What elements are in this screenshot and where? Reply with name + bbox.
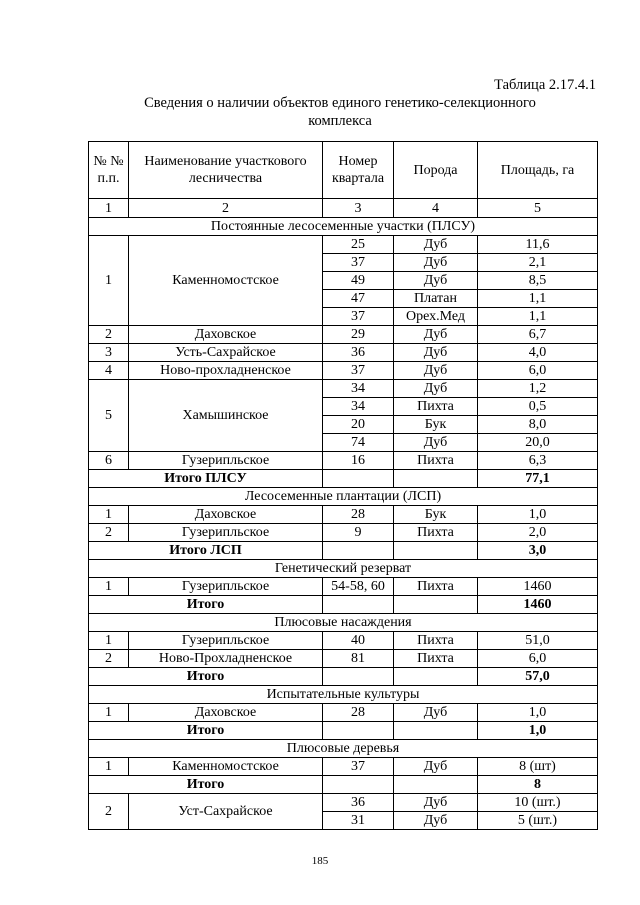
table-row — [89, 758, 598, 776]
species-cell: Дуб — [394, 272, 478, 290]
table-row — [89, 344, 598, 362]
data-table — [88, 141, 598, 830]
quarter-cell: 54-58, 60 — [323, 578, 394, 596]
forestry-name-cell: Ново-Прохладненское — [129, 650, 323, 668]
header-number: № № п.п. — [89, 142, 129, 199]
section-title: Лесосеменные плантации (ЛСП) — [89, 488, 598, 506]
species-cell: Дуб — [394, 812, 478, 830]
area-cell: 6,7 — [478, 326, 598, 344]
species-cell: Пихта — [394, 650, 478, 668]
header-quarter: Номер квартала — [323, 142, 394, 199]
forestry-name-cell: Уст-Сахрайское — [129, 794, 323, 830]
total-label-cell: Итого — [89, 722, 323, 740]
species-cell: Дуб — [394, 434, 478, 452]
table-row — [89, 452, 598, 470]
forestry-name-cell: Хамышинское — [129, 380, 323, 452]
area-cell: 20,0 — [478, 434, 598, 452]
forestry-name-cell: Даховское — [129, 326, 323, 344]
species-cell: Дуб — [394, 362, 478, 380]
total-value-cell: 8 — [478, 776, 598, 794]
forestry-name-cell: Гузерипльское — [129, 632, 323, 650]
species-cell: Пихта — [394, 524, 478, 542]
area-cell: 8,0 — [478, 416, 598, 434]
forestry-name-cell: Усть-Сахрайское — [129, 344, 323, 362]
section-header-row — [89, 218, 598, 236]
forestry-name-cell: Гузерипльское — [129, 452, 323, 470]
species-cell: Дуб — [394, 254, 478, 272]
row-number-cell: 2 — [89, 794, 129, 830]
forestry-name-cell: Гузерипльское — [129, 524, 323, 542]
quarter-cell: 47 — [323, 290, 394, 308]
forestry-name-cell: Каменномостское — [129, 758, 323, 776]
quarter-cell: 31 — [323, 812, 394, 830]
quarter-cell: 49 — [323, 272, 394, 290]
total-row — [89, 668, 598, 686]
section-header-row — [89, 488, 598, 506]
table-row — [89, 578, 598, 596]
empty-cell — [323, 542, 394, 560]
table-row — [89, 506, 598, 524]
area-cell: 11,6 — [478, 236, 598, 254]
row-number-cell: 2 — [89, 326, 129, 344]
quarter-cell: 36 — [323, 344, 394, 362]
forestry-name-cell: Ново-прохладненское — [129, 362, 323, 380]
quarter-cell: 81 — [323, 650, 394, 668]
area-cell: 1,1 — [478, 308, 598, 326]
section-header-row — [89, 686, 598, 704]
quarter-cell: 25 — [323, 236, 394, 254]
row-number-cell: 6 — [89, 452, 129, 470]
header-forestry: Наименование участкового лесничества — [129, 142, 323, 199]
table-body — [89, 218, 598, 830]
species-cell: Дуб — [394, 758, 478, 776]
row-number-cell: 1 — [89, 236, 129, 326]
section-title: Плюсовые насаждения — [89, 614, 598, 632]
total-value-cell: 3,0 — [478, 542, 598, 560]
total-label-cell: Итого ЛСП — [89, 542, 323, 560]
area-cell: 1,0 — [478, 704, 598, 722]
area-cell: 8,5 — [478, 272, 598, 290]
species-cell: Бук — [394, 416, 478, 434]
total-row — [89, 470, 598, 488]
quarter-cell: 34 — [323, 380, 394, 398]
area-cell: 2,0 — [478, 524, 598, 542]
table-row — [89, 650, 598, 668]
quarter-cell: 37 — [323, 362, 394, 380]
page-number: 185 — [311, 855, 329, 867]
species-cell: Дуб — [394, 380, 478, 398]
header-species: Порода — [394, 142, 478, 199]
empty-cell — [323, 596, 394, 614]
area-cell: 6,3 — [478, 452, 598, 470]
header-area: Площадь, га — [478, 142, 598, 199]
table-row — [89, 632, 598, 650]
area-cell: 4,0 — [478, 344, 598, 362]
row-number-cell: 1 — [89, 632, 129, 650]
area-cell: 8 (шт) — [478, 758, 598, 776]
table-caption: Таблица 2.17.4.1 — [494, 77, 596, 93]
empty-cell — [394, 776, 478, 794]
quarter-cell: 74 — [323, 434, 394, 452]
column-number: 4 — [394, 199, 478, 218]
quarter-cell: 9 — [323, 524, 394, 542]
table-row — [89, 326, 598, 344]
forestry-name-cell: Каменномостское — [129, 236, 323, 326]
row-number-cell: 1 — [89, 704, 129, 722]
empty-cell — [394, 542, 478, 560]
total-row — [89, 542, 598, 560]
empty-cell — [323, 470, 394, 488]
quarter-cell: 34 — [323, 398, 394, 416]
table-row — [89, 704, 598, 722]
row-number-cell: 5 — [89, 380, 129, 452]
area-cell: 1,2 — [478, 380, 598, 398]
total-label-cell: Итого — [89, 596, 323, 614]
section-title: Генетический резерват — [89, 560, 598, 578]
species-cell: Дуб — [394, 236, 478, 254]
row-number-cell: 1 — [89, 506, 129, 524]
empty-cell — [323, 722, 394, 740]
row-number-cell: 1 — [89, 758, 129, 776]
total-row — [89, 722, 598, 740]
table-row — [89, 236, 598, 254]
quarter-cell: 28 — [323, 506, 394, 524]
section-title: Испытательные культуры — [89, 686, 598, 704]
species-cell: Пихта — [394, 578, 478, 596]
empty-cell — [394, 596, 478, 614]
table-container — [88, 141, 598, 830]
section-header-row — [89, 740, 598, 758]
forestry-name-cell: Гузерипльское — [129, 578, 323, 596]
section-title: Плюсовые деревья — [89, 740, 598, 758]
area-cell: 5 (шт.) — [478, 812, 598, 830]
table-title: Сведения о наличии объектов единого генетико-селекционного комплекса — [144, 95, 536, 129]
section-title: Постоянные лесосеменные участки (ПЛСУ) — [89, 218, 598, 236]
total-value-cell: 1460 — [478, 596, 598, 614]
quarter-cell: 16 — [323, 452, 394, 470]
table-row — [89, 380, 598, 398]
species-cell: Дуб — [394, 704, 478, 722]
row-number-cell: 4 — [89, 362, 129, 380]
row-number-cell: 3 — [89, 344, 129, 362]
table-row — [89, 524, 598, 542]
total-label-cell: Итого — [89, 668, 323, 686]
species-cell: Платан — [394, 290, 478, 308]
forestry-name-cell: Даховское — [129, 704, 323, 722]
species-cell: Дуб — [394, 326, 478, 344]
section-header-row — [89, 560, 598, 578]
quarter-cell: 29 — [323, 326, 394, 344]
total-value-cell: 1,0 — [478, 722, 598, 740]
area-cell: 1,0 — [478, 506, 598, 524]
empty-cell — [323, 668, 394, 686]
area-cell: 1,1 — [478, 290, 598, 308]
species-cell: Пихта — [394, 632, 478, 650]
species-cell: Пихта — [394, 398, 478, 416]
quarter-cell: 37 — [323, 758, 394, 776]
area-cell: 2,1 — [478, 254, 598, 272]
quarter-cell: 28 — [323, 704, 394, 722]
column-number: 1 — [89, 199, 129, 218]
species-cell: Бук — [394, 506, 478, 524]
row-number-cell: 2 — [89, 524, 129, 542]
quarter-cell: 37 — [323, 308, 394, 326]
species-cell: Пихта — [394, 452, 478, 470]
column-number: 5 — [478, 199, 598, 218]
total-label-cell: Итого ПЛСУ — [89, 470, 323, 488]
table-row — [89, 362, 598, 380]
area-cell: 6,0 — [478, 650, 598, 668]
empty-cell — [394, 668, 478, 686]
quarter-cell: 37 — [323, 254, 394, 272]
quarter-cell: 20 — [323, 416, 394, 434]
area-cell: 1460 — [478, 578, 598, 596]
total-row — [89, 596, 598, 614]
column-number: 3 — [323, 199, 394, 218]
empty-cell — [394, 470, 478, 488]
species-cell: Дуб — [394, 794, 478, 812]
total-label-cell: Итого — [89, 776, 323, 794]
row-number-cell: 2 — [89, 650, 129, 668]
total-value-cell: 77,1 — [478, 470, 598, 488]
empty-cell — [394, 722, 478, 740]
area-cell: 10 (шт.) — [478, 794, 598, 812]
empty-cell — [323, 776, 394, 794]
area-cell: 6,0 — [478, 362, 598, 380]
column-number: 2 — [129, 199, 323, 218]
area-cell: 51,0 — [478, 632, 598, 650]
area-cell: 0,5 — [478, 398, 598, 416]
row-number-cell: 1 — [89, 578, 129, 596]
species-cell: Орех.Мед — [394, 308, 478, 326]
total-value-cell: 57,0 — [478, 668, 598, 686]
quarter-cell: 40 — [323, 632, 394, 650]
total-row — [89, 776, 598, 794]
table-row — [89, 794, 598, 812]
species-cell: Дуб — [394, 344, 478, 362]
section-header-row — [89, 614, 598, 632]
forestry-name-cell: Даховское — [129, 506, 323, 524]
quarter-cell: 36 — [323, 794, 394, 812]
